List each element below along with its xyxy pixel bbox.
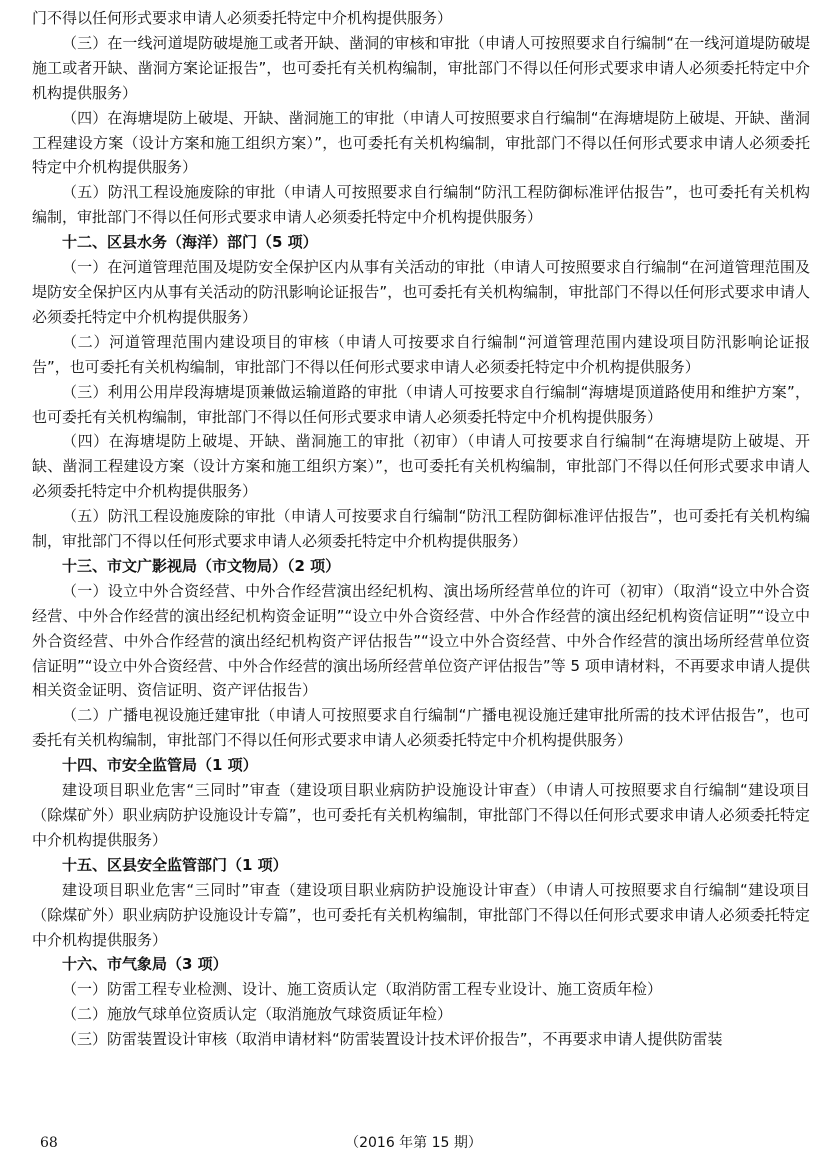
issue-label: （2016 年第 15 期） xyxy=(345,1135,482,1151)
paragraph-12-item-1: （一）在河道管理范围及堤防安全保护区内从事有关活动的审批（申请人可按照要求自行编制“在河道管理范围及堤防安全保护区内从事有关活动的防汛影响论证报告”，也可委托有关机构编制，审批部门不得以任何形式要求申请人必须委托特定中介机构提供服务） xyxy=(32,258,810,326)
paragraph-item-4-seawall-breaching: （四）在海塘堤防上破堤、开缺、凿洞施工的审批（申请人可按照要求自行编制“在海塘堤防上破堤、开缺、凿洞工程建设方案（设计方案和施工组织方案）”，也可委托有关机构编制，审批部门不得以任何形式要求申请人必须委托特定中介机构提供服务） xyxy=(32,108,810,177)
paragraph-item-3-levee-breaching: （三）在一线河道堤防破堤施工或者开缺、凿洞的审核和审批（申请人可按照要求自行编制“在一线河道堤防破堤施工或者开缺、凿洞方案论证报告”，也可委托有关机构编制，审批部门不得以任何形式要求申请人必须委托特定中介机构提供服务） xyxy=(32,33,810,102)
page-footer xyxy=(0,1131,827,1155)
section-heading-16: 十六、市气象局（3 项） xyxy=(62,955,228,974)
paragraph-16-item-2: （二）施放气球单位资质认定（取消施放气球资质证年检） xyxy=(62,1005,453,1024)
paragraph-12-item-2: （二）河道管理范围内建设项目的审核（申请人可按要求自行编制“河道管理范围内建设项目防汛影响论证报告”，也可委托有关机构编制，审批部门不得以任何形式要求申请人必须委托特定中介机构提供服务） xyxy=(32,332,810,376)
paragraph-12-item-5: （五）防汛工程设施废除的审批（申请人可按要求自行编制“防汛工程防御标准评估报告”，也可委托有关机构编制，审批部门不得以任何形式要求申请人必须委托特定中介机构提供服务） xyxy=(32,507,810,551)
paragraph-13-item-1: （一）设立中外合资经营、中外合作经营演出经纪机构、演出场所经营单位的许可（初审）（取消“设立中外合资经营、中外合作经营的演出经纪机构资金证明”“设立中外合资经营、中外合作经营的演出经纪机构资信证明”“设立中外合资经营、中外合作经营的演出经纪机构资产评估报告”“设立中外合资经营、中外合作经营的演出场所经营单位资信证明”“设立中外合资经营、中外合作经营的演出场所经营单位资产评估报告”等 5 项申请材料，不再要求申请人提供相关资金证明、资信证明、资产评估报告） xyxy=(32,581,810,700)
section-heading-12: 十二、区县水务（海洋）部门（5 项） xyxy=(62,233,318,252)
paragraph-15-item: 建设项目职业危害“三同时”审查（建设项目职业病防护设施设计审查）（申请人可按照要求自行编制“建设项目（除煤矿外）职业病防护设施设计专篇”，也可委托有关机构编制，审批部门不得以任何形式要求申请人必须委托特定中介机构提供服务） xyxy=(32,880,810,949)
paragraph-12-item-3: （三）利用公用岸段海塘堤顶兼做运输道路的审批（申请人可按要求自行编制“海塘堤顶道路使用和维护方案”，也可委托有关机构编制，审批部门不得以任何形式要求申请人必须委托特定中介机构提供服务） xyxy=(32,382,810,426)
document-body xyxy=(32,6,810,1052)
paragraph-14-item: 建设项目职业危害“三同时”审查（建设项目职业病防护设施设计审查）（申请人可按照要求自行编制“建设项目（除煤矿外）职业病防护设施设计专篇”，也可委托有关机构编制，审批部门不得以任何形式要求申请人必须委托特定中介机构提供服务） xyxy=(32,781,810,849)
section-heading-13: 十三、市文广影视局（市文物局）（2 项） xyxy=(62,556,341,575)
paragraph-16-item-3: （三）防雷装置设计审核（取消申请材料“防雷装置设计技术评价报告”，不再要求申请人提供防雷装 xyxy=(62,1030,723,1049)
section-heading-15: 十五、区县安全监管部门（1 项） xyxy=(62,855,288,874)
paragraph-continued: 门不得以任何形式要求申请人必须委托特定中介机构提供服务） xyxy=(32,9,453,27)
section-heading-14: 十四、市安全监管局（1 项） xyxy=(62,756,258,775)
paragraph-12-item-4: （四）在海塘堤防上破堤、开缺、凿洞施工的审批（初审）（申请人可按要求自行编制“在海塘堤防上破堤、开缺、凿洞工程建设方案（设计方案和施工组织方案）”，也可委托有关机构编制，审批部门不得以任何形式要求申请人必须委托特定中介机构提供服务） xyxy=(32,432,810,501)
paragraph-16-item-1: （一）防雷工程专业检测、设计、施工资质认定（取消防雷工程专业设计、施工资质年检） xyxy=(62,980,663,999)
page-number: 68 xyxy=(40,1135,58,1151)
paragraph-item-5-flood-facility-removal: （五）防汛工程设施废除的审批（申请人可按照要求自行编制“防汛工程防御标准评估报告”，也可委托有关机构编制，审批部门不得以任何形式要求申请人必须委托特定中介机构提供服务） xyxy=(32,183,810,227)
paragraph-13-item-2: （二）广播电视设施迁建审批（申请人可按照要求自行编制“广播电视设施迁建审批所需的技术评估报告”，也可委托有关机构编制，审批部门不得以任何形式要求申请人必须委托特定中介机构提供服务） xyxy=(32,706,810,750)
